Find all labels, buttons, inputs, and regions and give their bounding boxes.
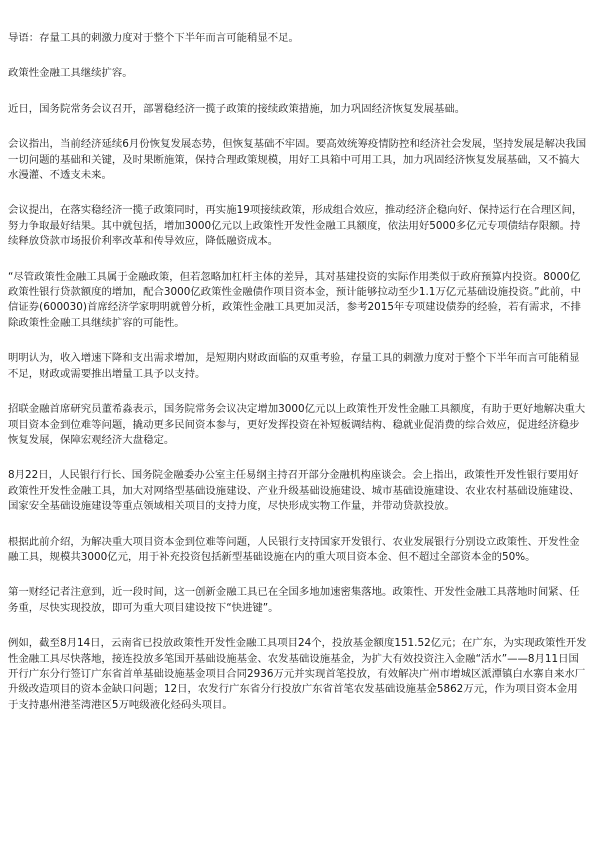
article-paragraph-9: 8月22日，人民银行行长、国务院金融委办公室主任易纲主持召开部分金融机构座谈会。会上指出，政策性开发性银行要用好政策性开发性金融工具，加大对网络型基础设施建设、产业升级基础设施建设、城市基础设施建设、农业农村基础设施建设、国家安全基础设施建设等重点领域相关项目的支持力度，尽快形成实物工作量，并带动贷款投放。 — [8, 469, 580, 513]
article-paragraph-6: “尽管政策性金融工具属于金融政策，但若忽略加杠杆主体的差异，其对基建投资的实际作用类似于政府预算内投资。8000亿政策性银行贷款额度的增加，配合3000亿政策性金融债作项目资本金，预计能够拉动至少1.1万亿元基础设施投资。”此前，中信证券(600030)首席经济学家明明就曾分析，政策性金融工具更加灵活，参考2015年专项建设债券的经验，若有需求，不排除政策性金融工具继续扩容的可能性。 — [8, 270, 582, 329]
article-paragraph-5: 会议提出，在落实稳经济一揽子政策同时，再实施19项接续政策，形成组合效应，推动经济企稳向好、保持运行在合理区间，努力争取最好结果。其中就包括，增加3000亿元以上政策性开发性金融工具额度，依法用好5000多亿元专项债结存限额。持续释放贷款市场报价利率改革和传导效应，降低融资成本。 — [8, 204, 583, 248]
article-paragraph-11: 第一财经记者注意到，近一段时间，这一创新金融工具已在全国多地加速密集落地。政策性、开发性金融工具落地时间紧、任务重，尽快实现投放，即可为重大项目建设按下“快进键”。 — [8, 586, 580, 614]
lead-paragraph: 导语：存量工具的刺激力度对于整个下半年而言可能稍显不足。 — [8, 32, 299, 44]
article-paragraph-12: 例如，截至8月14日，云南省已投放政策性开发性金融工具项目24个，投放基金额度151.52亿元；在广东，为实现政策性开发性金融工具尽快落地，接连投放多笔国开基础设施基金、农发基础设施基金，为扩大有效投资注入金融“活水”——8月11日国开行广东分行签订广东省首单基础设施基金项目合同2936万元并实现首笔投放，有效解决广州市增城区派潭镇白水寨自来水厂升级改造项目的资本金缺口问题；12日，农发行广东省分行投放广东省首笔农发基础设施基金5862万元，作为项目资本金用于支持惠州港荃湾港区5万吨级液化烃码头项目。 — [8, 637, 587, 711]
article-paragraph-7: 明明认为，收入增速下降和支出需求增加，是短期内财政面临的双重考验，存量工具的刺激力度对于整个下半年而言可能稍显不足，财政或需要推出增量工具予以支持。 — [8, 352, 580, 380]
article-paragraph-3: 近日，国务院常务会议召开，部署稳经济一揽子政策的接续政策措施，加力巩固经济恢复发展基础。 — [8, 102, 466, 115]
article-paragraph-8: 招联金融首席研究员董希淼表示，国务院常务会议决定增加3000亿元以上政策性开发性金融工具额度，有助于更好地解决重大项目资本金到位难等问题，撬动更多民间资本参与，更好发挥投资在补短板调结构、稳就业促消费的综合效应，促进经济稳步恢复发展，保障宏观经济大盘稳定。 — [8, 403, 586, 446]
article-paragraph-10: 根据此前介绍，为解决重大项目资本金到位难等问题，人民银行支持国家开发银行、农业发展银行分别设立政策性、开发性金融工具，规模共3000亿元，用于补充投资包括新型基础设施在内的重大项目资本金、但不超过全部资本金的50%。 — [8, 535, 580, 563]
article-paragraph-2: 政策性金融工具继续扩容。 — [8, 67, 133, 80]
article-paragraph-4: 会议指出，当前经济延续6月份恢复发展态势，但恢复基础不牢固。要高效统筹疫情防控和经济社会发展，坚持发展是解决我国一切问题的基础和关键，及时果断施策，保持合理政策规模，用好工具箱中可用工具，加力巩固经济恢复发展基础，又不搞大水漫灌、不透支未来。 — [8, 138, 587, 182]
